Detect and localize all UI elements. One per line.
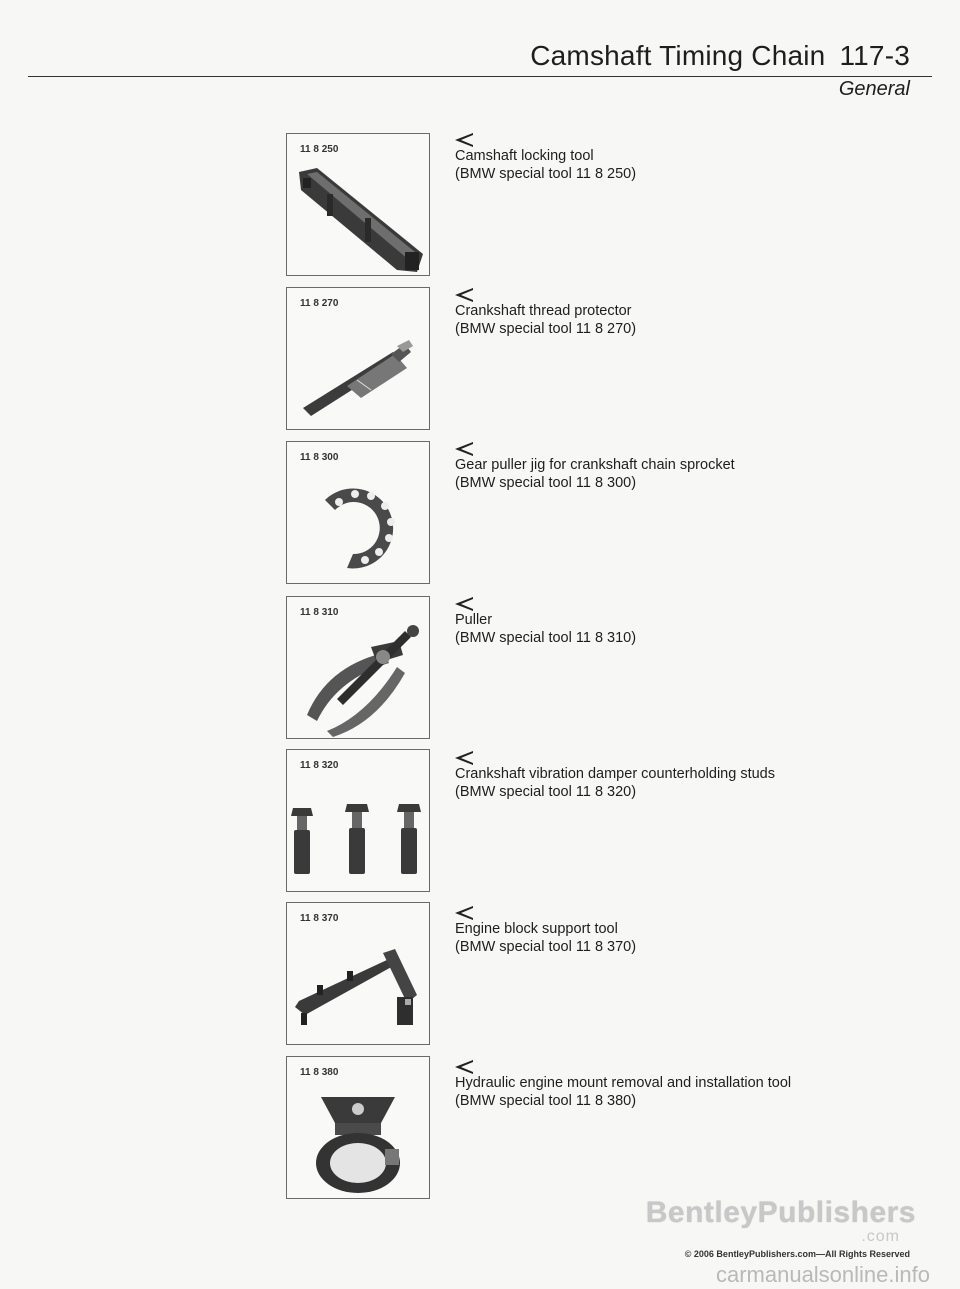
tool-spec: (BMW special tool 11 8 320) xyxy=(455,784,637,800)
tool-image-11-8-250 xyxy=(286,133,430,276)
tool-name: Engine block support tool xyxy=(455,921,618,937)
tool-spec: (BMW special tool 11 8 380) xyxy=(455,1093,637,1109)
header-rule xyxy=(28,76,932,77)
tool-code-label: 11 8 380 xyxy=(300,1067,339,1078)
tool-spec: (BMW special tool 11 8 370) xyxy=(455,939,637,955)
engine-mount-tool-illustration xyxy=(287,1057,429,1198)
tool-image-11-8-370 xyxy=(286,902,430,1045)
tool-name: Crankshaft thread protector xyxy=(455,303,632,319)
counterholding-studs-illustration xyxy=(287,750,429,891)
section-title: General xyxy=(838,78,910,100)
tool-spec: (BMW special tool 11 8 310) xyxy=(455,630,637,646)
tool-name: Camshaft locking tool xyxy=(455,148,594,164)
tool-code-label: 11 8 270 xyxy=(300,298,339,309)
engine-block-support-tool-illustration xyxy=(287,903,429,1044)
tool-name: Hydraulic engine mount removal and installation tool xyxy=(455,1075,792,1091)
tool-caption-11-8-380 xyxy=(455,1056,791,1110)
tool-caption-11-8-250 xyxy=(455,129,636,183)
gear-puller-jig-illustration xyxy=(287,442,429,583)
pointer-arrow-icon xyxy=(455,133,473,147)
tool-spec: (BMW special tool 11 8 300) xyxy=(455,475,637,491)
tool-name: Crankshaft vibration damper counterholding studs xyxy=(455,766,775,782)
tool-caption-11-8-370 xyxy=(455,902,636,956)
tool-caption-11-8-300 xyxy=(455,438,735,492)
chapter-title: Camshaft Timing Chain xyxy=(530,40,826,71)
site-watermark: carmanualsonline.info xyxy=(715,1262,930,1287)
tool-spec: (BMW special tool 11 8 270) xyxy=(455,321,637,337)
tool-image-11-8-320 xyxy=(286,749,430,892)
pointer-arrow-icon xyxy=(455,597,473,611)
tool-name: Gear puller jig for crankshaft chain sprocket xyxy=(455,457,735,473)
tool-image-11-8-380 xyxy=(286,1056,430,1199)
tool-code-label: 11 8 310 xyxy=(300,607,339,618)
tool-code-label: 11 8 300 xyxy=(300,452,339,463)
tool-image-11-8-310 xyxy=(286,596,430,739)
pointer-arrow-icon xyxy=(455,751,473,765)
puller-illustration xyxy=(287,597,429,738)
tool-image-11-8-300 xyxy=(286,441,430,584)
pointer-arrow-icon xyxy=(455,442,473,456)
tool-caption-11-8-320 xyxy=(455,747,775,801)
tool-code-label: 11 8 320 xyxy=(300,760,339,771)
tool-caption-11-8-310 xyxy=(455,593,636,647)
pointer-arrow-icon xyxy=(455,1060,473,1074)
tool-code-label: 11 8 370 xyxy=(300,913,339,924)
copyright-notice: © 2006 BentleyPublishers.com—All Rights Reserved xyxy=(684,1249,910,1259)
crankshaft-thread-protector-illustration xyxy=(287,288,429,429)
page-number: 117-3 xyxy=(839,40,910,71)
camshaft-locking-tool-illustration xyxy=(287,134,429,275)
tool-code-label: 11 8 250 xyxy=(300,144,339,155)
tool-name: Puller xyxy=(455,612,493,628)
tool-spec: (BMW special tool 11 8 250) xyxy=(455,166,637,182)
tool-image-11-8-270 xyxy=(286,287,430,430)
tool-caption-11-8-270 xyxy=(455,284,636,338)
pointer-arrow-icon xyxy=(455,906,473,920)
publisher-logo-suffix: .com xyxy=(861,1228,900,1245)
publisher-logo: BentleyPublishers xyxy=(645,1196,916,1229)
page-header-title xyxy=(530,40,910,72)
pointer-arrow-icon xyxy=(455,288,473,302)
